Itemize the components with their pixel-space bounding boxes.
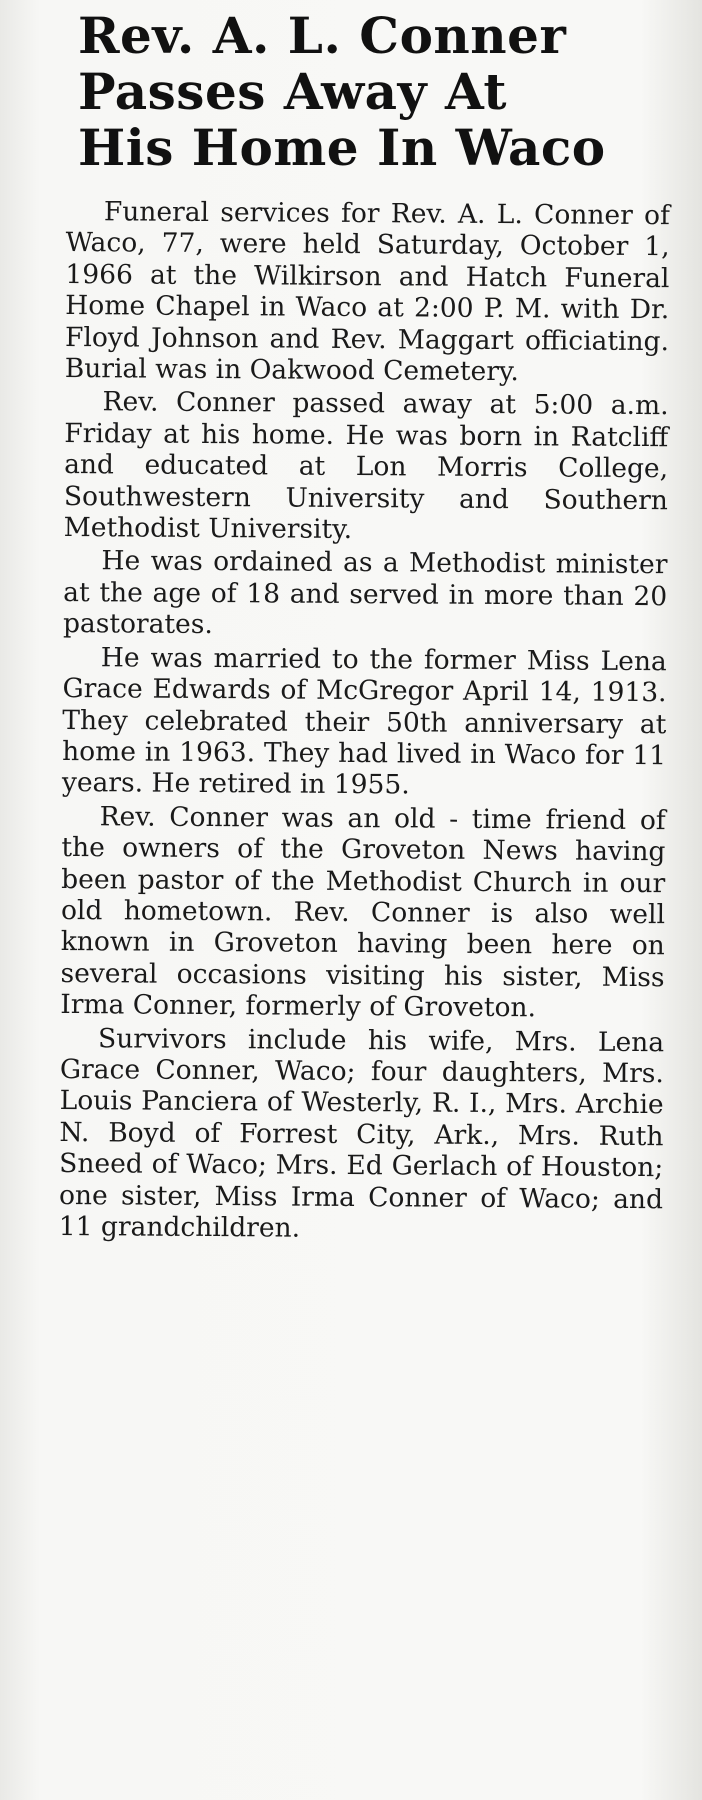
paragraph-funeral: Funeral services for Rev. A. L. Conner of Waco, 77, were held Saturday, October 1, 1966 at the Wilkirson and Hatch Funeral Home Chapel in Waco at 2:00 P. M. with Dr. Floyd Johnson and Rev. Maggart officiating. Burial was in Oakwood Cemetery. [64, 196, 670, 388]
paragraph-survivors: Survivors include his wife, Mrs. Lena Grace Conner, Waco; four daughters, Mrs. Louis Panciera of Westerly, R. I., Mrs. Archie N. Boyd of Forrest City, Ark., Mrs. Ruth Sneed of Waco; Mrs. Ed Gerlach of Houston; one sister, Miss Irma Conner of Waco; and 11 grandchildren. [58, 1022, 665, 1244]
paragraph-groveton: Rev. Conner was an old - time friend of the owners of the Groveton News having been pastor of the Methodist Church in our old hometown. Rev. Conner is also well known in Groveton having been here on several occasions visiting his sister, Miss Irma Conner, formerly of Groveton. [60, 800, 666, 1024]
paragraph-marriage: He was married to the former Miss Lena Grace Edwards of McGregor April 14, 1913. They celebrated their 50th anniversary at home in 1963. They had lived in Waco for 11 years. He retired in 1955. [61, 641, 667, 801]
headline-line-2: Passes Away At [78, 62, 507, 121]
paragraph-death: Rev. Conner passed away at 5:00 a.m. Friday at his home. He was born in Ratcliff and educated at Lon Morris College, Southwestern University and Southern Methodist University. [63, 386, 669, 546]
headline-line-1: Rev. A. L. Conner [78, 6, 567, 65]
article-body [59, 196, 670, 1247]
paragraph-ordination: He was ordained as a Methodist minister at the age of 18 and served in more than 20 pastorates. [62, 545, 668, 641]
headline-line-3: His Home In Waco [78, 118, 606, 177]
headline [78, 8, 678, 176]
